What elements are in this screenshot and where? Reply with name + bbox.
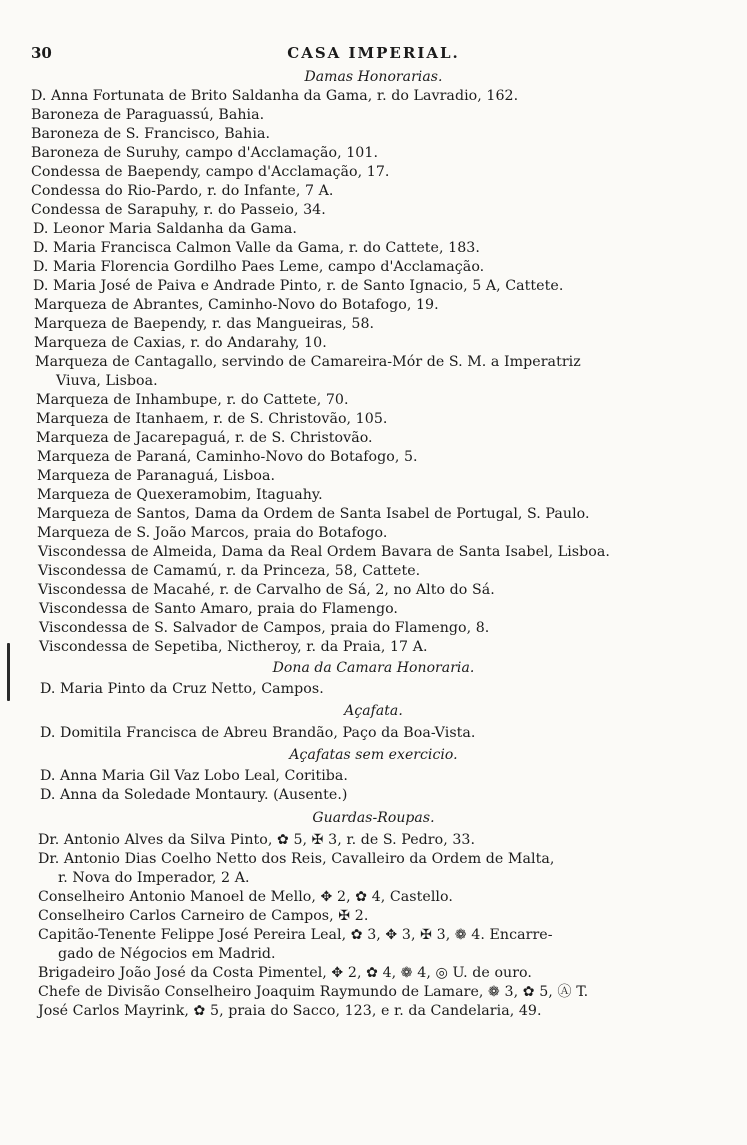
section-heading: Açafatas sem exercicio. bbox=[289, 747, 458, 763]
entry-line: D. Maria Francisca Calmon Valle da Gama, r. do Cattete, 183. bbox=[33, 240, 480, 256]
section-heading: Açafata. bbox=[344, 703, 403, 719]
entry-line: Marqueza de Inhambupe, r. do Cattete, 70. bbox=[36, 392, 349, 408]
entry-line: D. Anna Maria Gil Vaz Lobo Leal, Coritiba. bbox=[40, 768, 348, 784]
entry-line: José Carlos Mayrink, ✿ 5, praia do Sacco, 123, e r. da Candelaria, 49. bbox=[38, 1003, 542, 1019]
entry-line: Capitão-Tenente Felippe José Pereira Leal, ✿ 3, ✥ 3, ✠ 3, ❁ 4. Encarre- bbox=[38, 927, 553, 943]
entry-line: Baroneza de S. Francisco, Bahia. bbox=[31, 126, 271, 142]
entry-line: Viscondessa de Sepetiba, Nictheroy, r. da Praia, 17 A. bbox=[39, 639, 428, 655]
entry-line: D. Maria Pinto da Cruz Netto, Campos. bbox=[40, 681, 324, 697]
entry-line: Viscondessa de Macahé, r. de Carvalho de Sá, 2, no Alto do Sá. bbox=[38, 582, 495, 598]
section-heading: Guardas-Roupas. bbox=[312, 810, 435, 826]
entry-line: D. Anna Fortunata de Brito Saldanha da Gama, r. do Lavradio, 162. bbox=[31, 88, 519, 104]
entry-line-continuation: r. Nova do Imperador, 2 A. bbox=[58, 870, 250, 886]
entry-line: Marqueza de Quexeramobim, Itaguahy. bbox=[37, 487, 323, 503]
entry-line: Conselheiro Carlos Carneiro de Campos, ✠ 2. bbox=[38, 908, 369, 924]
entry-line: Marqueza de Abrantes, Caminho-Novo do Botafogo, 19. bbox=[34, 297, 439, 313]
entry-line-continuation: Viuva, Lisboa. bbox=[56, 373, 158, 389]
entry-line: D. Anna da Soledade Montaury. (Ausente.) bbox=[40, 787, 348, 803]
entry-line: Brigadeiro João José da Costa Pimentel, ✥ 2, ✿ 4, ❁ 4, ◎ U. de ouro. bbox=[38, 965, 532, 981]
entry-line: Marqueza de Paranaguá, Lisboa. bbox=[37, 468, 276, 484]
entry-line: Condessa de Sarapuhy, r. do Passeio, 34. bbox=[31, 202, 326, 218]
entry-line: Marqueza de Cantagallo, servindo de Camareira-Mór de S. M. a Imperatriz bbox=[35, 354, 581, 370]
section-heading: Dona da Camara Honoraria. bbox=[272, 660, 475, 676]
entry-line: Viscondessa de Santo Amaro, praia do Flamengo. bbox=[39, 601, 398, 617]
entry-line: Viscondessa de S. Salvador de Campos, praia do Flamengo, 8. bbox=[39, 620, 490, 636]
entry-line: D. Domitila Francisca de Abreu Brandão, Paço da Boa-Vista. bbox=[40, 725, 476, 741]
entry-line: Marqueza de Santos, Dama da Ordem de Santa Isabel de Portugal, S. Paulo. bbox=[37, 506, 590, 522]
entry-line: Viscondessa de Almeida, Dama da Real Ordem Bavara de Santa Isabel, Lisboa. bbox=[38, 544, 610, 560]
entry-line: Marqueza de Itanhaem, r. de S. Christovão, 105. bbox=[36, 411, 388, 427]
entry-line: Condessa do Rio-Pardo, r. do Infante, 7 A. bbox=[31, 183, 334, 199]
entry-line: Dr. Antonio Dias Coelho Netto dos Reis, Cavalleiro da Ordem de Malta, bbox=[38, 851, 555, 867]
entry-line-continuation: gado de Négocios em Madrid. bbox=[58, 946, 276, 962]
entry-line: Baroneza de Paraguassú, Bahia. bbox=[31, 107, 265, 123]
entry-line: D. Leonor Maria Saldanha da Gama. bbox=[33, 221, 297, 237]
entry-line: Chefe de Divisão Conselheiro Joaquim Raymundo de Lamare, ❁ 3, ✿ 5, Ⓐ T. bbox=[38, 984, 589, 1000]
running-title: CASA IMPERIAL. bbox=[287, 44, 460, 62]
entry-line: Conselheiro Antonio Manoel de Mello, ✥ 2, ✿ 4, Castello. bbox=[38, 889, 453, 905]
entry-line: Marqueza de Jacarepaguá, r. de S. Christovão. bbox=[36, 430, 373, 446]
entry-line: Dr. Antonio Alves da Silva Pinto, ✿ 5, ✠ 3, r. de S. Pedro, 33. bbox=[38, 832, 476, 848]
entry-line: D. Maria José de Paiva e Andrade Pinto, r. de Santo Ignacio, 5 A, Cattete. bbox=[33, 278, 564, 294]
entry-line: Baroneza de Suruhy, campo d'Acclamação, 101. bbox=[31, 145, 379, 161]
entry-line: Marqueza de Paraná, Caminho-Novo do Botafogo, 5. bbox=[37, 449, 418, 465]
entry-line: Condessa de Baependy, campo d'Acclamação, 17. bbox=[31, 164, 390, 180]
page-number: 30 bbox=[31, 44, 52, 62]
entry-line: Marqueza de Baependy, r. das Mangueiras, 58. bbox=[34, 316, 375, 332]
entry-line: Marqueza de S. João Marcos, praia do Botafogo. bbox=[37, 525, 388, 541]
entry-line: Marqueza de Caxias, r. do Andarahy, 10. bbox=[34, 335, 327, 351]
entry-line: D. Maria Florencia Gordilho Paes Leme, campo d'Acclamação. bbox=[33, 259, 485, 275]
entry-line: Viscondessa de Camamú, r. da Princeza, 58, Cattete. bbox=[38, 563, 421, 579]
section-heading: Damas Honorarias. bbox=[304, 69, 443, 85]
